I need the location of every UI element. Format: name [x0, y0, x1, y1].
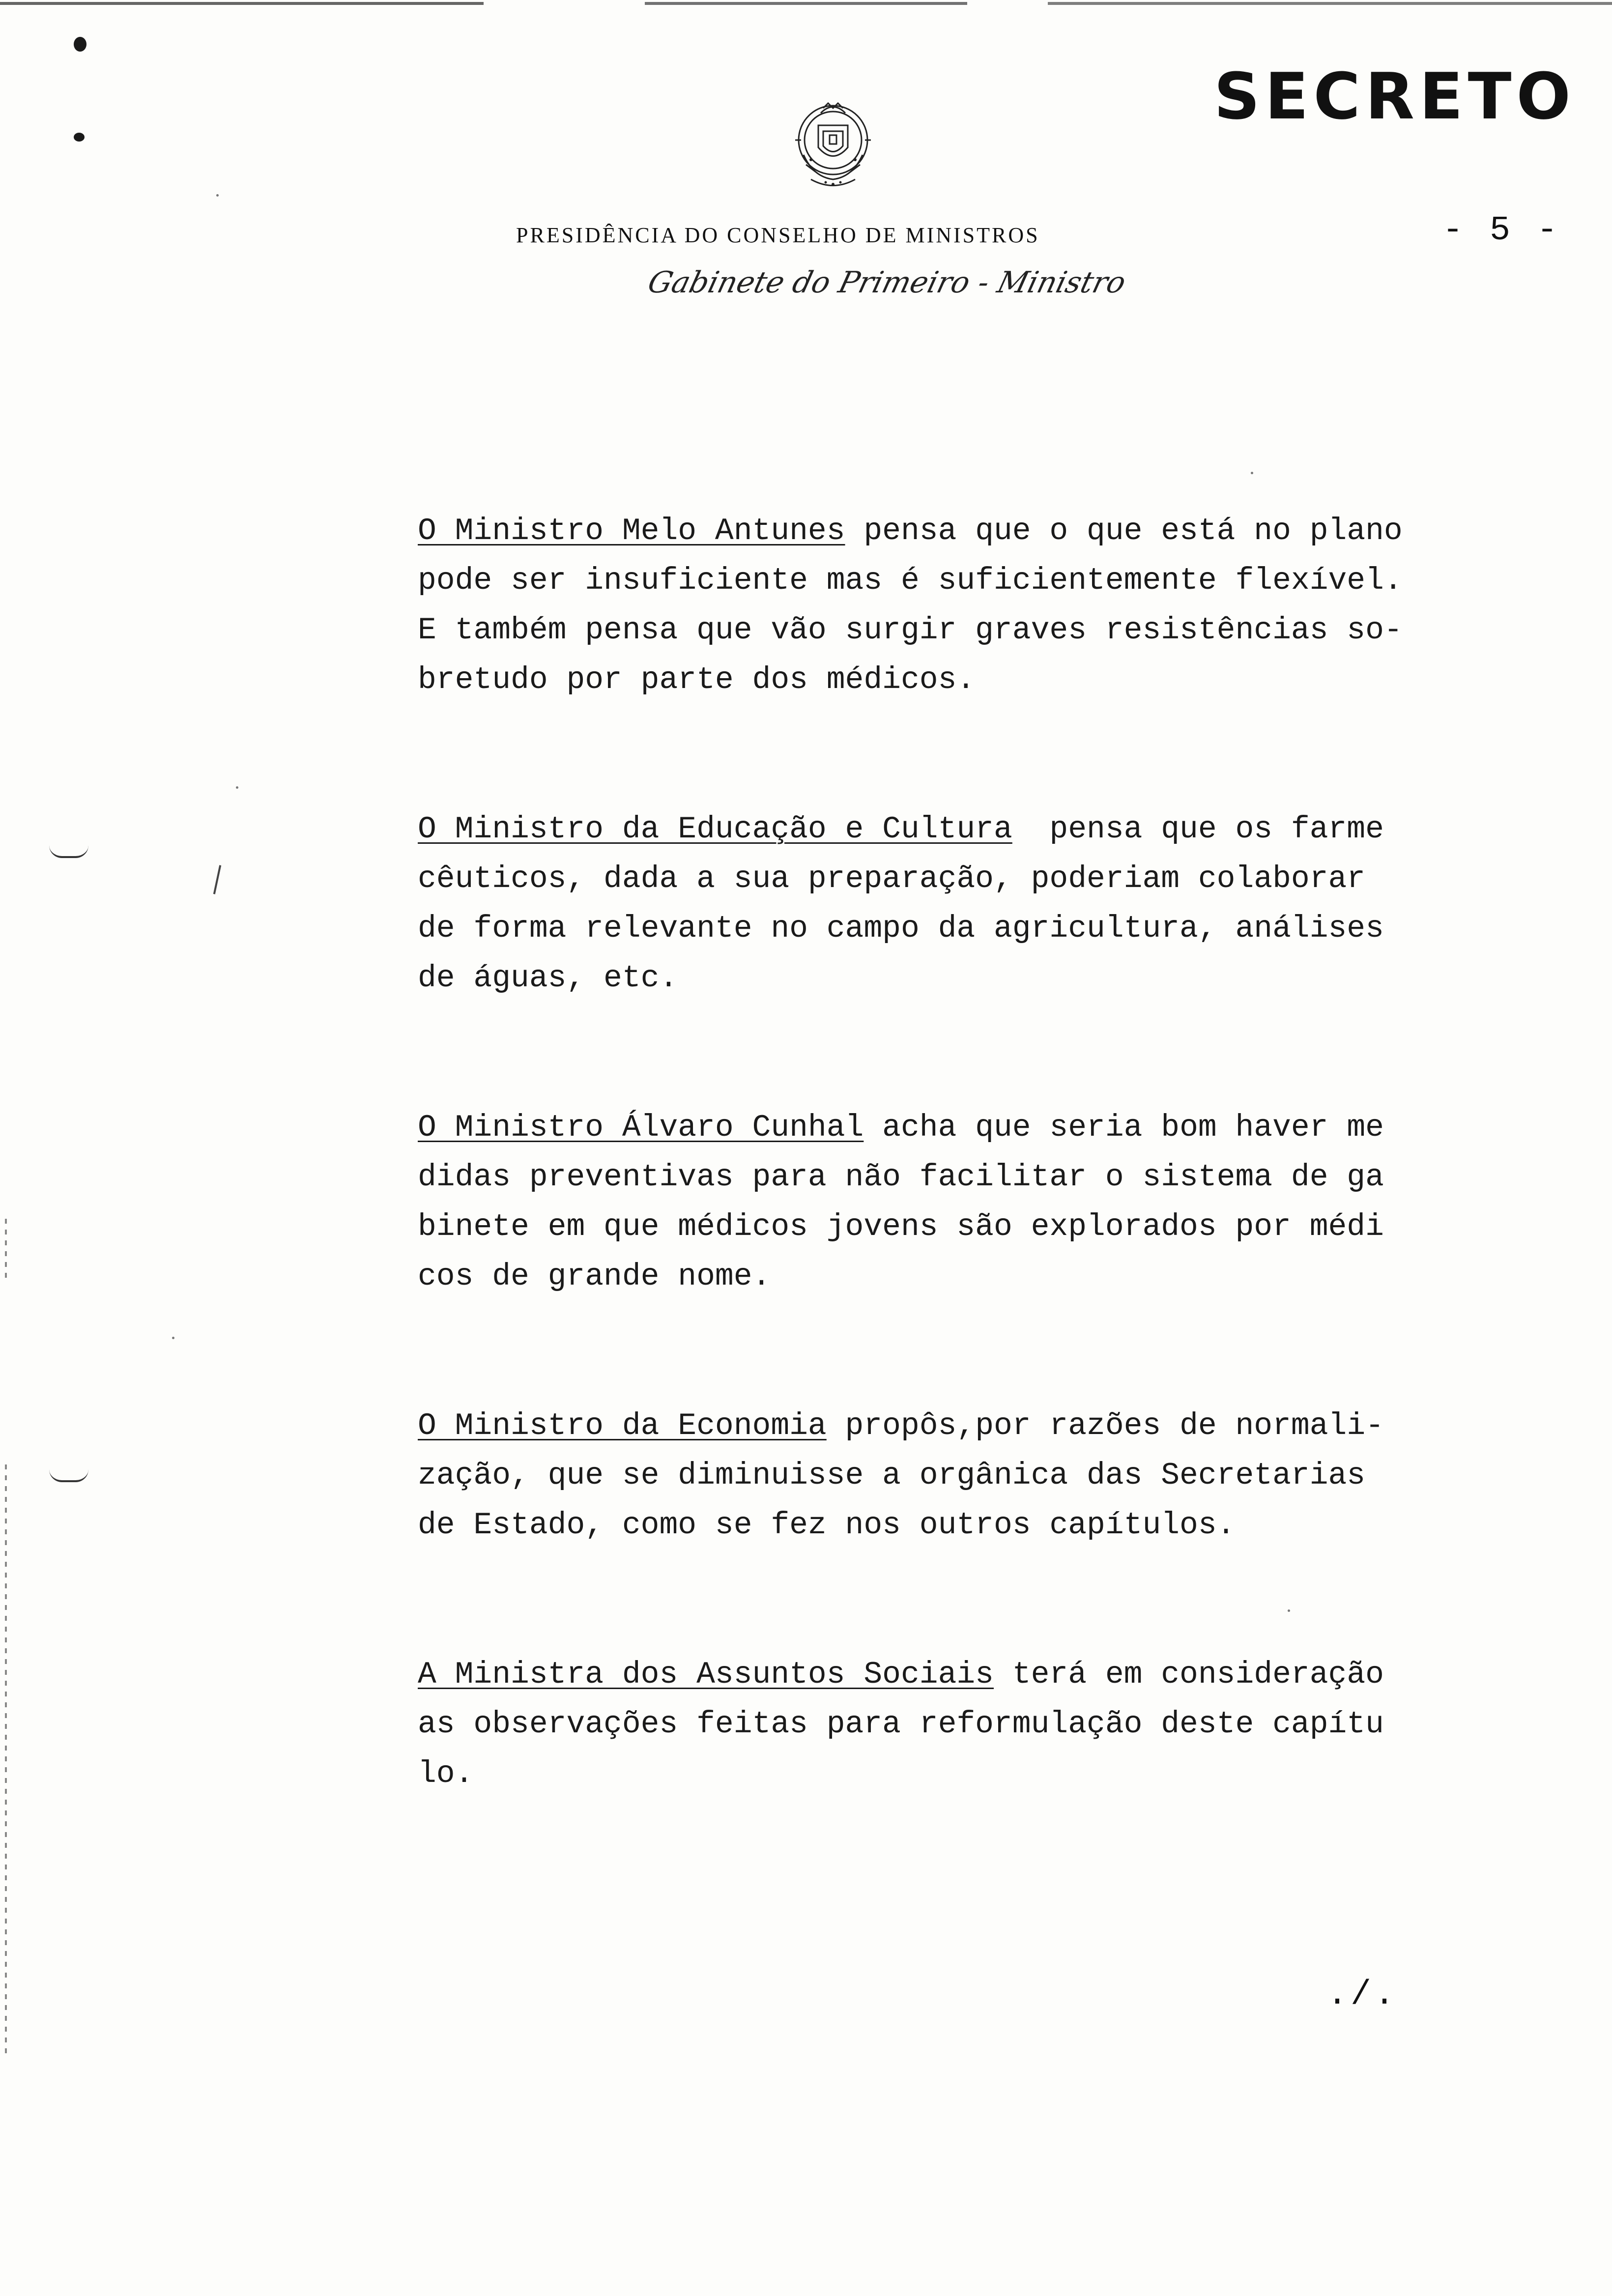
- paragraph-line: bretudo por parte dos médicos.: [418, 662, 976, 697]
- scan-mark: [213, 865, 221, 894]
- paragraph-line: lo.: [418, 1756, 474, 1791]
- scan-edge: [5, 1219, 7, 1278]
- speaker-name: A Ministra dos Assuntos Sociais: [418, 1657, 994, 1692]
- scan-top-border: [0, 2, 1612, 5]
- scan-mark: [49, 1469, 88, 1482]
- paragraph-line: as observações feitas para reformulação deste capítu: [418, 1707, 1384, 1742]
- paragraph: [418, 506, 1474, 705]
- scan-mark: [74, 37, 86, 52]
- speaker-name: O Ministro Álvaro Cunhal: [418, 1110, 864, 1145]
- coat-of-arms-icon: [777, 86, 890, 199]
- paragraph: [418, 804, 1474, 1003]
- paragraph: [418, 1650, 1474, 1799]
- classification-stamp: SECRETO: [1214, 59, 1576, 134]
- paragraph-line: pensa que o que está no plano: [845, 514, 1403, 548]
- scan-edge: [5, 1464, 7, 2054]
- paragraph-line: de forma relevante no campo da agricultura, análises: [418, 911, 1384, 946]
- paragraph-line: propôs,por razões de normali-: [826, 1408, 1384, 1443]
- paragraph-line: terá em consideração: [994, 1657, 1384, 1692]
- speaker-name: O Ministro da Educação e Cultura: [418, 812, 1012, 847]
- speaker-name: O Ministro da Economia: [418, 1408, 827, 1443]
- scan-mark: [216, 194, 219, 197]
- paragraph-line: zação, que se diminuisse a orgânica das Secretarias: [418, 1458, 1366, 1493]
- page-number: - 5 -: [1442, 211, 1561, 250]
- paragraph-line: de Estado, como se fez nos outros capítulos.: [418, 1508, 1236, 1543]
- letterhead-office: Gabinete do Primeiro - Ministro: [644, 265, 1129, 300]
- paragraph-line: cêuticos, dada a sua preparação, poderiam colaborar: [418, 861, 1366, 896]
- paragraph-line: pensa que os farme: [1012, 812, 1384, 847]
- paragraph-line: cos de grande nome.: [418, 1259, 771, 1294]
- paragraph-line: acha que seria bom haver me: [864, 1110, 1384, 1145]
- paragraph-line: pode ser insuficiente mas é suficientemente flexível.: [418, 563, 1403, 598]
- paragraph-line: binete em que médicos jovens são explorados por médi: [418, 1209, 1384, 1244]
- paragraph: [418, 1401, 1474, 1550]
- paragraph-line: E também pensa que vão surgir graves resistências so-: [418, 613, 1403, 648]
- scan-mark: [74, 133, 85, 142]
- scan-mark: [49, 845, 88, 858]
- scan-mark: [1251, 472, 1253, 474]
- paragraph-line: de águas, etc.: [418, 961, 678, 996]
- speaker-name: O Ministro Melo Antunes: [418, 514, 845, 548]
- paragraph: [418, 1103, 1474, 1301]
- letterhead-institution: PRESIDÊNCIA DO CONSELHO DE MINISTROS: [516, 223, 1040, 247]
- continuation-mark: ./.: [1327, 1976, 1398, 2014]
- minutes-body: [418, 506, 1474, 1799]
- scan-mark: [172, 1337, 174, 1339]
- scan-mark: [236, 786, 238, 789]
- paragraph-line: didas preventivas para não facilitar o sistema de ga: [418, 1160, 1384, 1195]
